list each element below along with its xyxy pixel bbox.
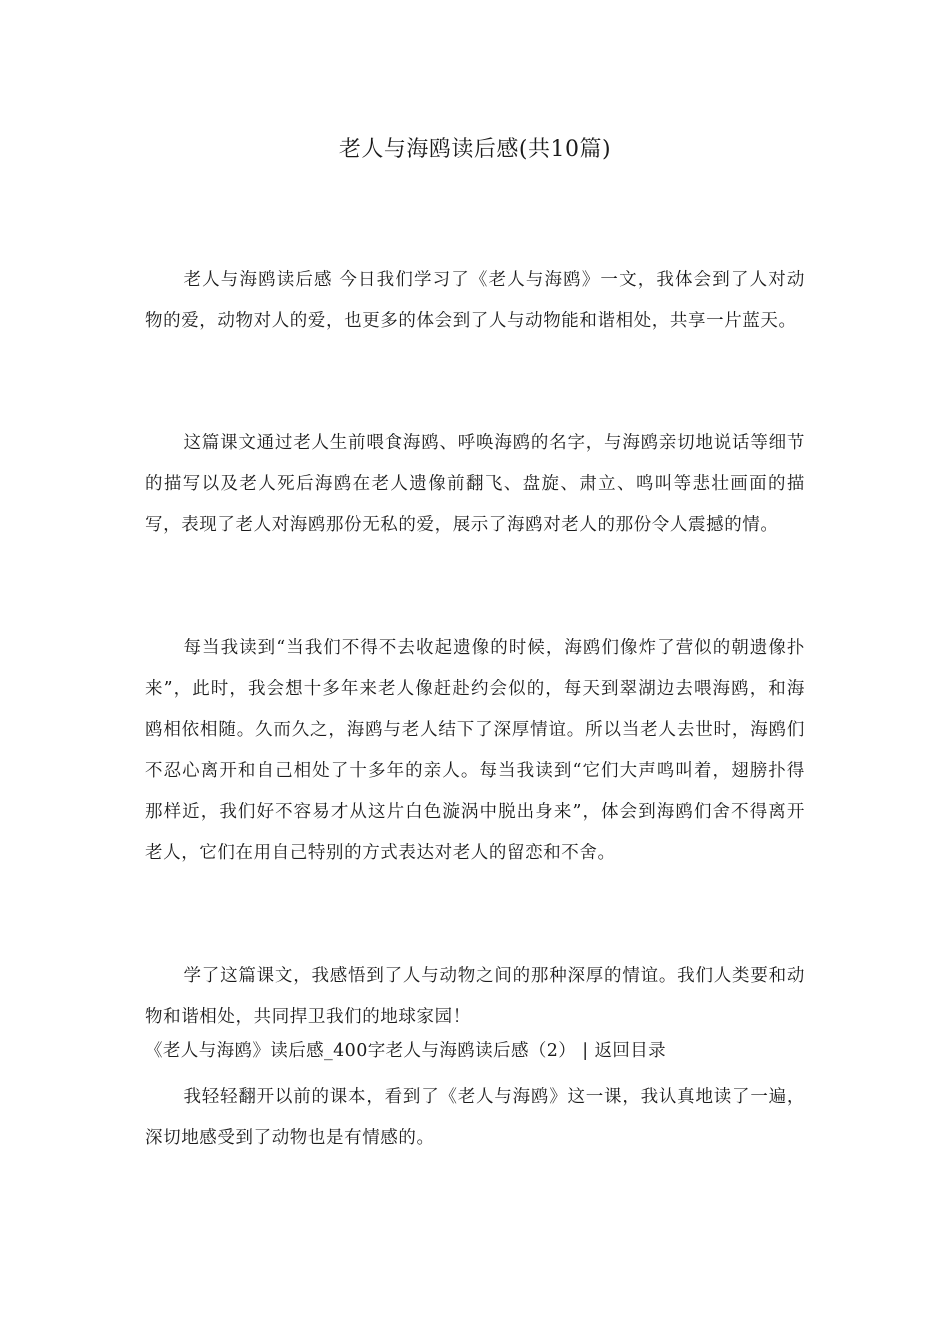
paragraph-2: [145, 423, 805, 546]
section-heading: 《老人与海鸥》读后感_400字老人与海鸥读后感（2）: [145, 1041, 577, 1061]
paragraph-4-text: 学了这篇课文，我感悟到了人与动物之间的那种深厚的情谊。我们人类要和动物和谐相处，共同捍卫我们的地球家园！: [145, 966, 805, 1027]
document-title: 老人与海鸥读后感(共10篇): [338, 137, 612, 162]
paragraph-4: [145, 956, 805, 1038]
paragraph-2-text: 这篇课文通过老人生前喂食海鸥、呼唤海鸥的名字，与海鸥亲切地说话等细节的描写以及老人死后海鸥在老人遗像前翻飞、盘旋、肃立、鸣叫等悲壮画面的描写，表现了老人对海鸥那份无私的爱，展示了海鸥对老人的那份令人震撼的情。: [145, 433, 805, 535]
section-paragraph: [145, 1077, 805, 1159]
paragraph-1-text: 老人与海鸥读后感 今日我们学习了《老人与海鸥》一文，我体会到了人对动物的爱，动物对人的爱，也更多的体会到了人与动物能和谐相处，共享一片蓝天。: [145, 270, 805, 331]
section-paragraph-text: 我轻轻翻开以前的课本，看到了《老人与海鸥》这一课，我认真地读了一遍，深切地感受到了动物也是有情感的。: [145, 1087, 805, 1148]
section-heading-line: [145, 1036, 805, 1066]
paragraph-1: [145, 260, 805, 342]
paragraph-3-text: 每当我读到“当我们不得不去收起遗像的时候，海鸥们像炸了营似的朝遗像扑来”，此时，我会想十多年来老人像赶赴约会似的，每天到翠湖边去喂海鸥，和海鸥相依相随。久而久之，海鸥与老人结下了深厚情谊。所以当老人去世时，海鸥们不忍心离开和自己相处了十多年的亲人。每当我读到“它们大声鸣叫着，翅膀扑得那样近，我们好不容易才从这片白色漩涡中脱出身来”，体会到海鸥们舍不得离开老人，它们在用自己特别的方式表达对老人的留恋和不舍。: [145, 638, 805, 863]
heading-separator: |: [582, 1041, 589, 1061]
paragraph-3: [145, 628, 805, 874]
back-to-contents-link[interactable]: 返回目录: [594, 1041, 667, 1061]
